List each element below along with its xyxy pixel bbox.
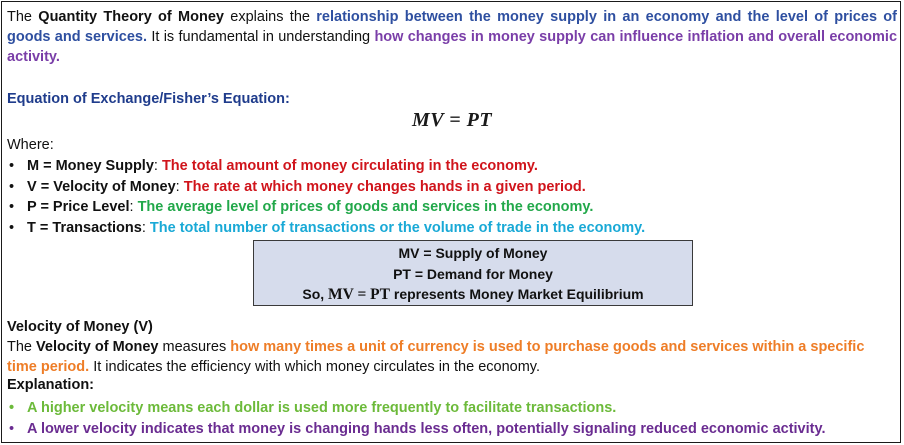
definition-description: The average level of prices of goods and services in the economy. bbox=[137, 199, 594, 215]
intro-highlight-inflation: how changes in money supply can influence inflation and overall economic activity. bbox=[7, 29, 898, 65]
summary-line-demand: PT = Demand for Money bbox=[393, 265, 553, 282]
summary-prefix: So, bbox=[302, 286, 325, 302]
definition-item-money-supply bbox=[7, 156, 645, 177]
definition-item-velocity bbox=[7, 177, 645, 198]
velocity-lead: The bbox=[7, 339, 37, 355]
bullet-icon: • bbox=[9, 420, 15, 437]
bullet-icon: • bbox=[9, 199, 15, 215]
equilibrium-summary-box bbox=[253, 240, 693, 306]
definition-description: The total number of transactions or the volume of trade in the economy. bbox=[149, 219, 646, 236]
intro-term: Quantity Theory of Money bbox=[38, 9, 224, 25]
definition-term: V = Velocity of Money bbox=[27, 178, 176, 195]
definition-separator: : bbox=[129, 199, 138, 215]
definition-description: The total amount of money circulating in the economy. bbox=[161, 158, 538, 174]
velocity-term: Velocity of Money bbox=[36, 339, 159, 355]
velocity-highlight: how many times a unit of currency is used to purchase goods and services within a specific time period. bbox=[7, 339, 865, 375]
velocity-heading: Velocity of Money (V) bbox=[7, 319, 153, 335]
intro-highlight-relationship: relationship between the money supply in an economy and the level of prices of goods and services. bbox=[7, 9, 897, 45]
definition-separator: : bbox=[175, 178, 184, 195]
intro-lead: The bbox=[7, 9, 39, 25]
definition-term: M = Money Supply bbox=[27, 158, 154, 174]
bullet-icon: • bbox=[9, 400, 15, 416]
intro-mid: explains the bbox=[223, 9, 317, 25]
velocity-mid: measures bbox=[158, 339, 231, 355]
where-label: Where: bbox=[7, 137, 54, 153]
summary-line-supply: MV = Supply of Money bbox=[398, 245, 548, 261]
velocity-paragraph bbox=[7, 338, 897, 377]
summary-suffix: represents Money Market Equilibrium bbox=[393, 286, 644, 302]
explanation-list bbox=[7, 398, 826, 439]
fisher-equation: MV = PT bbox=[411, 109, 493, 131]
definition-separator: : bbox=[141, 219, 150, 236]
explanation-text: A higher velocity means each dollar is used more frequently to facilitate transactions. bbox=[27, 400, 617, 416]
intro-mid2: It is fundamental in understanding bbox=[147, 29, 375, 45]
explanation-heading: Explanation: bbox=[7, 377, 95, 393]
definition-term: T = Transactions bbox=[27, 219, 142, 236]
definitions-list bbox=[7, 156, 645, 238]
summary-equation: MV = PT bbox=[328, 286, 390, 303]
definition-term: P = Price Level bbox=[27, 199, 130, 215]
equation-heading: Equation of Exchange/Fisher’s Equation: bbox=[7, 91, 290, 107]
summary-line-equilibrium bbox=[254, 284, 692, 306]
intro-paragraph bbox=[7, 7, 897, 67]
definition-separator: : bbox=[153, 158, 162, 174]
explanation-item-lower bbox=[7, 419, 826, 440]
bullet-icon: • bbox=[9, 219, 15, 236]
bullet-icon: • bbox=[9, 158, 15, 174]
document-content bbox=[7, 7, 898, 437]
definition-item-price-level bbox=[7, 197, 645, 218]
definition-description: The rate at which money changes hands in a given period. bbox=[183, 178, 586, 195]
bullet-icon: • bbox=[9, 178, 15, 195]
velocity-tail: It indicates the efficiency with which money circulates in the economy. bbox=[89, 358, 540, 375]
explanation-text: A lower velocity indicates that money is changing hands less often, potentially signaling reduced economic activity. bbox=[27, 420, 826, 437]
explanation-item-higher bbox=[7, 398, 826, 419]
definition-item-transactions bbox=[7, 218, 645, 239]
